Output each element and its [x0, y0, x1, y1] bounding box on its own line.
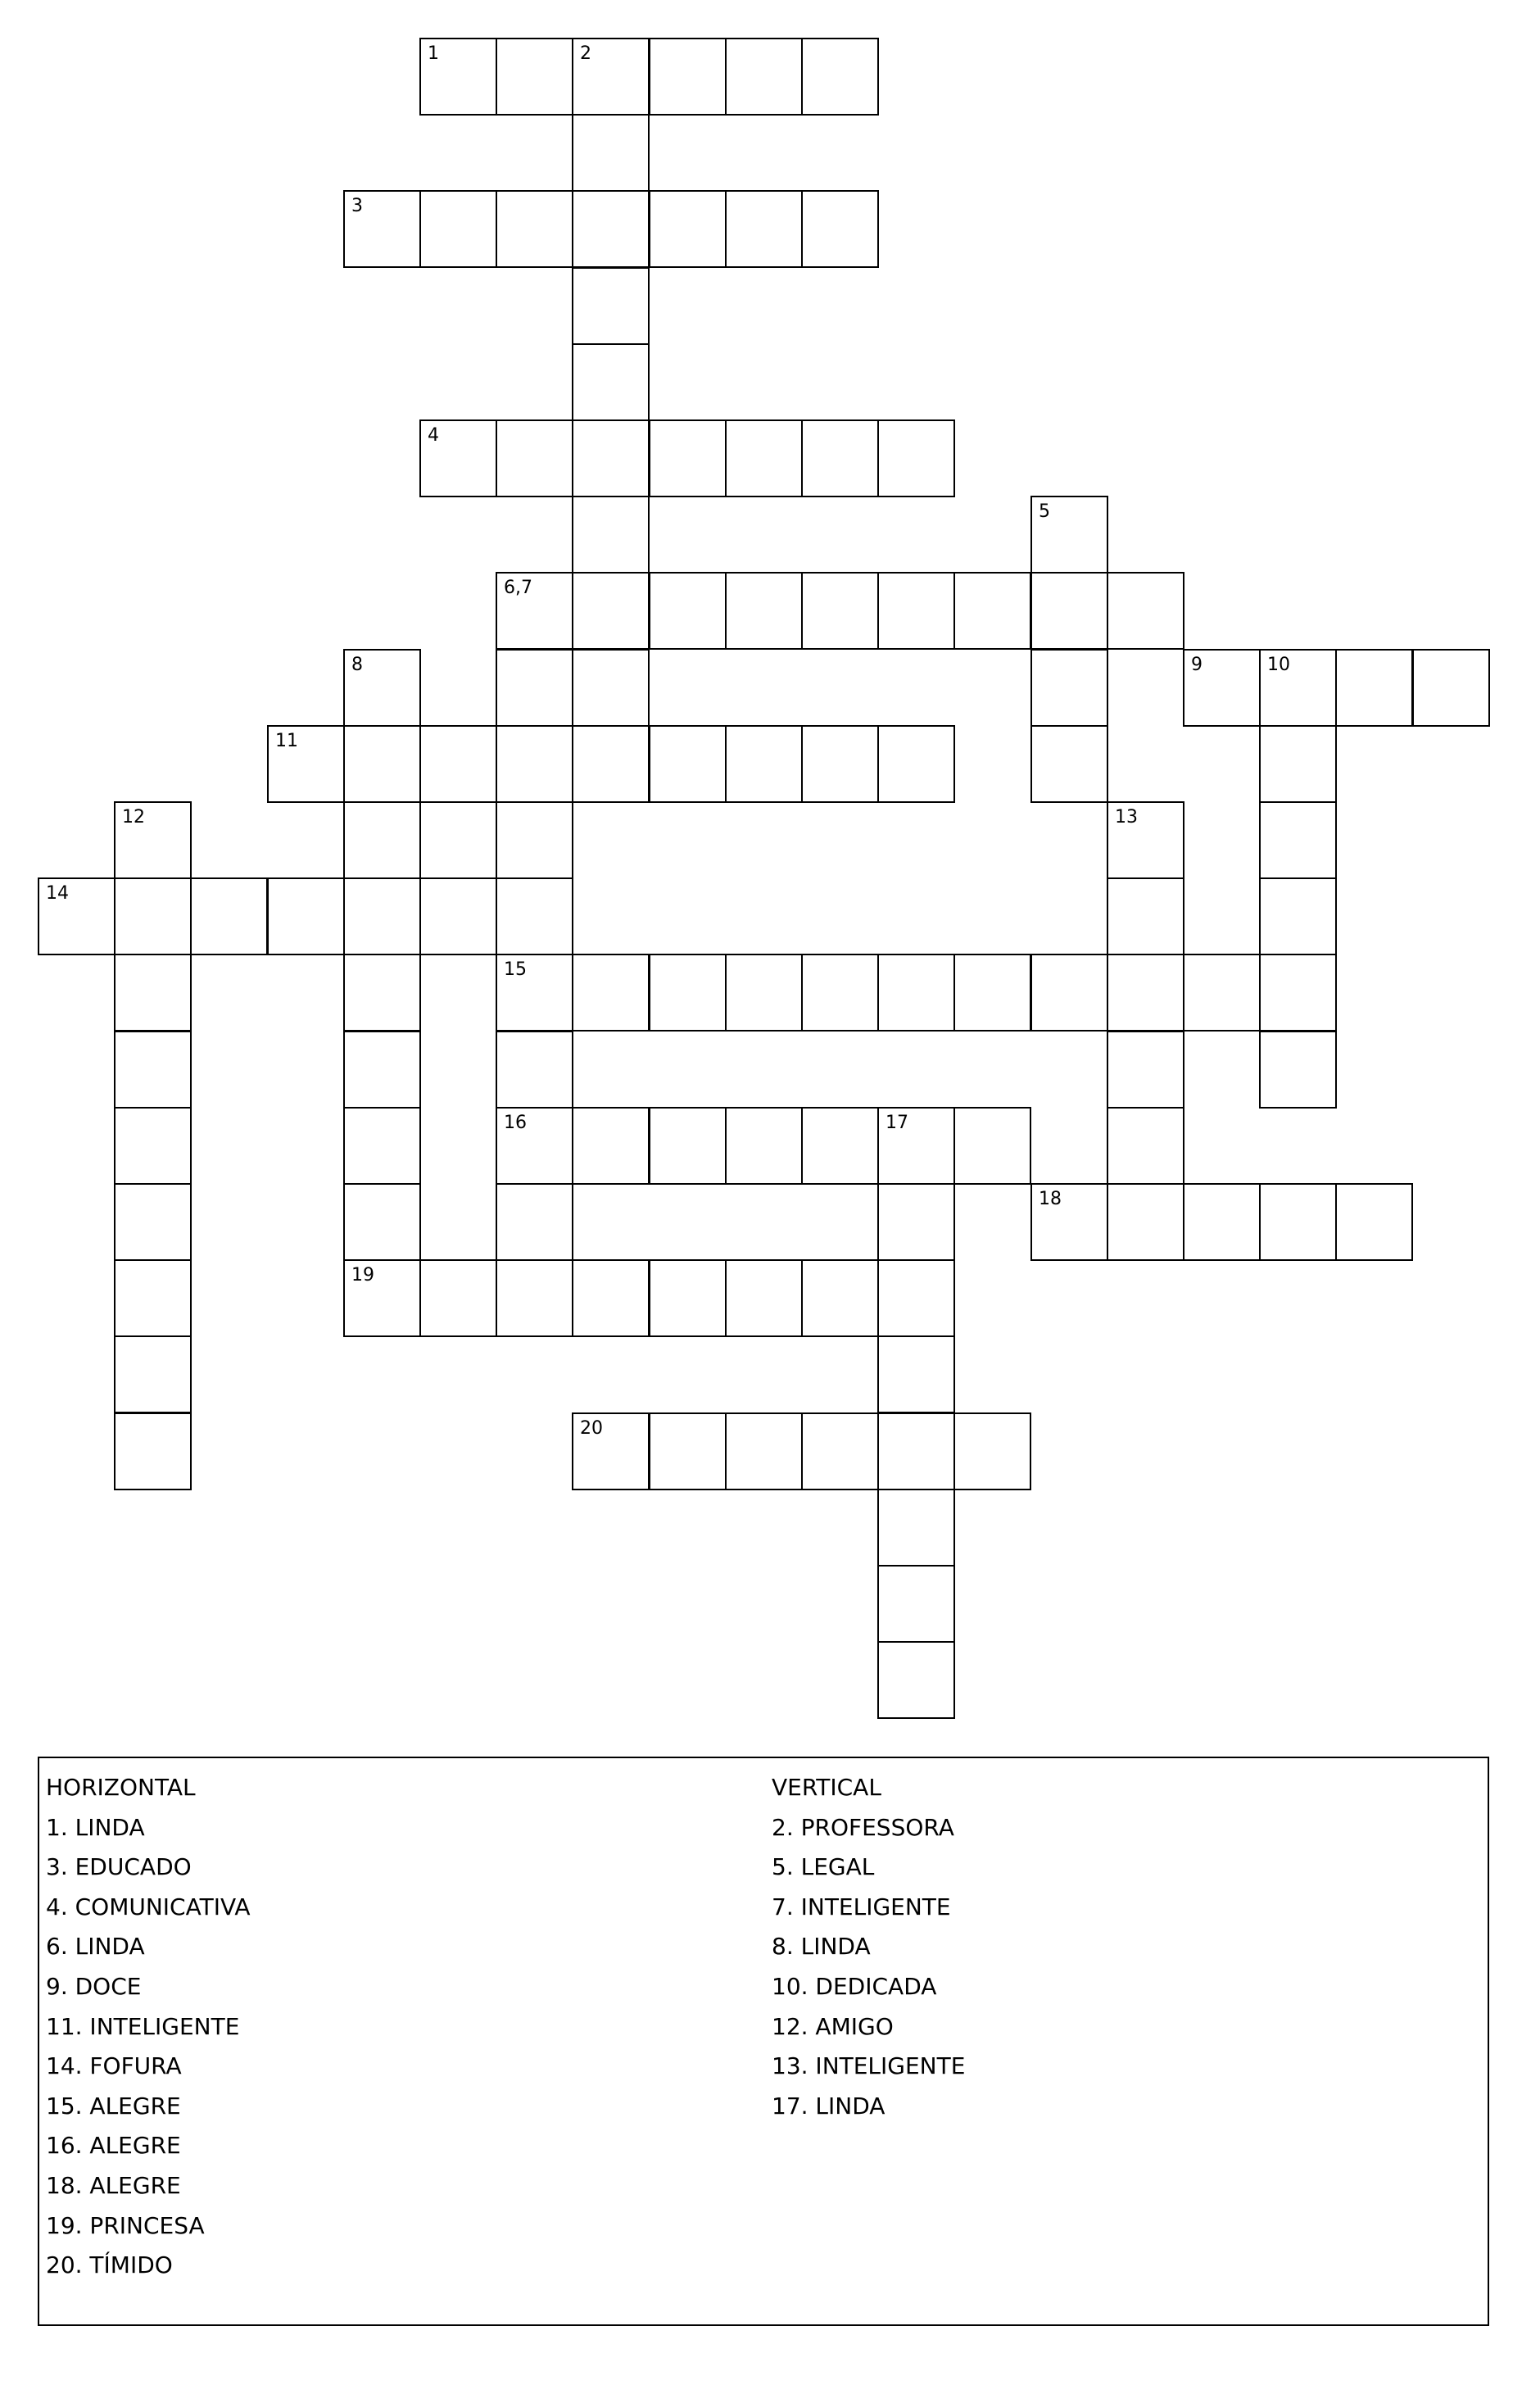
crossword-cell[interactable]: [496, 1107, 573, 1185]
crossword-cell[interactable]: [1030, 496, 1108, 574]
crossword-cell[interactable]: [419, 1259, 497, 1337]
crossword-cell[interactable]: [496, 419, 573, 497]
clue-v-8: 8. LINDA: [772, 1933, 871, 1961]
crossword-cell[interactable]: [801, 1107, 879, 1185]
crossword-cell[interactable]: [114, 801, 192, 879]
crossword-cell[interactable]: [114, 1031, 192, 1109]
crossword-cell[interactable]: [496, 1183, 573, 1261]
crossword-cell[interactable]: [343, 1183, 421, 1261]
crossword-cell[interactable]: [649, 38, 727, 116]
crossword-cell[interactable]: [1259, 801, 1337, 879]
crossword-cell[interactable]: [877, 572, 955, 650]
crossword-cell[interactable]: [1259, 725, 1337, 803]
clue-h-14: 14. FOFURA: [46, 2052, 182, 2080]
crossword-cell[interactable]: [496, 572, 573, 650]
crossword-cell[interactable]: [572, 1412, 650, 1490]
crossword-cell[interactable]: [572, 267, 650, 345]
crossword-cell[interactable]: [1030, 649, 1108, 727]
crossword-cell[interactable]: [114, 1412, 192, 1490]
crossword-cell[interactable]: [572, 954, 650, 1032]
clue-v-12: 12. AMIGO: [772, 2012, 894, 2040]
clue-v-2: 2. PROFESSORA: [772, 1813, 954, 1841]
crossword-cell[interactable]: [953, 1107, 1031, 1185]
crossword-cell[interactable]: [419, 877, 497, 955]
crossword-cell[interactable]: [496, 801, 573, 879]
clue-number: 8: [351, 655, 363, 675]
crossword-cell[interactable]: [877, 954, 955, 1032]
crossword-cell[interactable]: [38, 877, 116, 955]
crossword-cell[interactable]: [114, 877, 192, 955]
clue-number: 10: [1267, 655, 1290, 675]
crossword-cell[interactable]: [801, 954, 879, 1032]
crossword-cell[interactable]: [1107, 954, 1184, 1032]
crossword-cell[interactable]: [1030, 725, 1108, 803]
horizontal-title: HORIZONTAL: [46, 1774, 196, 1801]
clue-h-4: 4. COMUNICATIVA: [46, 1893, 251, 1920]
crossword-cell[interactable]: [572, 572, 650, 650]
clue-number: 9: [1191, 655, 1203, 675]
clue-h-18: 18. ALEGRE: [46, 2171, 181, 2199]
crossword-cell[interactable]: [725, 725, 803, 803]
crossword-cell[interactable]: [1183, 1183, 1261, 1261]
crossword-cell[interactable]: [953, 572, 1031, 650]
clue-number: 15: [504, 959, 527, 980]
crossword-cell[interactable]: [572, 725, 650, 803]
clue-h-16: 16. ALEGRE: [46, 2132, 181, 2160]
crossword-cell[interactable]: [419, 190, 497, 268]
clue-number: 5: [1039, 501, 1050, 522]
clue-number: 3: [351, 196, 363, 216]
crossword-cell[interactable]: [877, 1489, 955, 1567]
clue-number: 11: [275, 731, 298, 751]
clue-h-9: 9. DOCE: [46, 1972, 142, 2000]
crossword-cell[interactable]: [877, 1107, 955, 1185]
crossword-cell[interactable]: [953, 954, 1031, 1032]
crossword-cell[interactable]: [649, 1412, 727, 1490]
clue-h-6: 6. LINDA: [46, 1933, 145, 1961]
crossword-cell[interactable]: [572, 114, 650, 192]
crossword-cell[interactable]: [496, 190, 573, 268]
crossword-cell[interactable]: [267, 725, 345, 803]
crossword-cell[interactable]: [343, 1031, 421, 1109]
crossword-cell[interactable]: [877, 1259, 955, 1337]
crossword-cell[interactable]: [496, 1031, 573, 1109]
crossword-cell[interactable]: [1107, 801, 1184, 879]
crossword-cell[interactable]: [343, 954, 421, 1032]
crossword-cell[interactable]: [572, 1107, 650, 1185]
crossword-cell[interactable]: [725, 1107, 803, 1185]
crossword-cell[interactable]: [190, 877, 268, 955]
crossword-cell[interactable]: [114, 1259, 192, 1337]
crossword-cell[interactable]: [725, 954, 803, 1032]
crossword-cell[interactable]: [953, 1412, 1031, 1490]
crossword-cell[interactable]: [114, 1183, 192, 1261]
crossword-cell[interactable]: [343, 801, 421, 879]
crossword-cell[interactable]: [496, 725, 573, 803]
crossword-cell[interactable]: [572, 343, 650, 421]
crossword-cell[interactable]: [801, 38, 879, 116]
crossword-cell[interactable]: [496, 954, 573, 1032]
clue-v-13: 13. INTELIGENTE: [772, 2052, 966, 2080]
crossword-cell[interactable]: [725, 1259, 803, 1337]
horizontal-clues: [46, 1768, 250, 2286]
crossword-cell[interactable]: [572, 190, 650, 268]
clue-h-19: 19. PRINCESA: [46, 2211, 205, 2239]
crossword-cell[interactable]: [343, 190, 421, 268]
vertical-clues: [772, 1768, 965, 2126]
crossword-cell[interactable]: [1412, 649, 1490, 727]
crossword-cell[interactable]: [649, 725, 727, 803]
crossword-cell[interactable]: [801, 190, 879, 268]
crossword-cell[interactable]: [1259, 649, 1337, 727]
crossword-cell[interactable]: [1335, 1183, 1413, 1261]
crossword-cell[interactable]: [496, 877, 573, 955]
crossword-cell[interactable]: [343, 649, 421, 727]
clue-number: 4: [428, 425, 439, 446]
clue-v-7: 7. INTELIGENTE: [772, 1893, 951, 1920]
crossword-cell[interactable]: [1107, 1031, 1184, 1109]
crossword-cell[interactable]: [877, 725, 955, 803]
clue-number: 12: [122, 807, 145, 827]
vertical-title: VERTICAL: [772, 1774, 881, 1801]
crossword-cell[interactable]: [649, 954, 727, 1032]
crossword-cell[interactable]: [1259, 1183, 1337, 1261]
crossword-cell[interactable]: [343, 877, 421, 955]
crossword-cell[interactable]: [496, 649, 573, 727]
clue-number: 1: [428, 43, 439, 64]
clue-h-3: 3. EDUCADO: [46, 1853, 192, 1881]
crossword-cell[interactable]: [572, 38, 650, 116]
clue-h-11: 11. INTELIGENTE: [46, 2012, 240, 2040]
crossword-cell[interactable]: [1183, 954, 1261, 1032]
crossword-cell[interactable]: [877, 419, 955, 497]
crossword-cell[interactable]: [114, 954, 192, 1032]
clue-number: 18: [1039, 1189, 1062, 1209]
crossword-cell[interactable]: [1107, 1107, 1184, 1185]
crossword-cell[interactable]: [801, 1412, 879, 1490]
crossword-cell[interactable]: [1335, 649, 1413, 727]
crossword-cell[interactable]: [1107, 572, 1184, 650]
crossword-cell[interactable]: [877, 1641, 955, 1719]
crossword-cell[interactable]: [419, 725, 497, 803]
clue-number: 2: [580, 43, 591, 64]
crossword-cell[interactable]: [572, 1259, 650, 1337]
crossword-cell[interactable]: [649, 1259, 727, 1337]
crossword-cell[interactable]: [649, 572, 727, 650]
crossword-cell[interactable]: [1030, 1183, 1108, 1261]
crossword-cell[interactable]: [877, 1183, 955, 1261]
crossword-cell[interactable]: [1259, 877, 1337, 955]
crossword-cell[interactable]: [496, 38, 573, 116]
clue-v-10: 10. DEDICADA: [772, 1972, 937, 2000]
crossword-cell[interactable]: [649, 190, 727, 268]
crossword-cell[interactable]: [1183, 649, 1261, 727]
clue-number: 13: [1115, 807, 1138, 827]
crossword-cell[interactable]: [572, 419, 650, 497]
crossword-cell[interactable]: [267, 877, 345, 955]
crossword-cell[interactable]: [801, 419, 879, 497]
crossword-cell[interactable]: [649, 1107, 727, 1185]
crossword-cell[interactable]: [725, 1412, 803, 1490]
crossword-cell[interactable]: [801, 1259, 879, 1337]
clue-h-20: 20. TÍMIDO: [46, 2251, 173, 2279]
crossword-cell[interactable]: [114, 1107, 192, 1185]
crossword-cell[interactable]: [572, 496, 650, 574]
crossword-cell[interactable]: [343, 1259, 421, 1337]
clue-number: 6,7: [504, 578, 532, 598]
crossword-cell[interactable]: [343, 1107, 421, 1185]
crossword-cell[interactable]: [725, 38, 803, 116]
clue-h-1: 1. LINDA: [46, 1813, 145, 1841]
crossword-cell[interactable]: [114, 1335, 192, 1413]
clue-number: 17: [886, 1113, 908, 1133]
clue-number: 14: [46, 883, 69, 904]
crossword-cell[interactable]: [1259, 954, 1337, 1032]
crossword-cell[interactable]: [1030, 572, 1108, 650]
crossword-cell[interactable]: [572, 649, 650, 727]
clue-number: 19: [351, 1265, 374, 1285]
clue-number: 20: [580, 1418, 603, 1439]
clue-number: 16: [504, 1113, 527, 1133]
crossword-cell[interactable]: [649, 419, 727, 497]
crossword-cell[interactable]: [496, 1259, 573, 1337]
crossword-cell[interactable]: [801, 725, 879, 803]
clues-box: [38, 1757, 1489, 2326]
crossword-cell[interactable]: [801, 572, 879, 650]
crossword-cell[interactable]: [877, 1565, 955, 1643]
crossword-cell[interactable]: [1259, 1031, 1337, 1109]
crossword-cell[interactable]: [877, 1412, 955, 1490]
clue-v-17: 17. LINDA: [772, 2092, 886, 2120]
crossword-cell[interactable]: [725, 419, 803, 497]
crossword-cell[interactable]: [1107, 877, 1184, 955]
crossword-cell[interactable]: [419, 419, 497, 497]
crossword-cell[interactable]: [877, 1335, 955, 1413]
crossword-cell[interactable]: [343, 725, 421, 803]
crossword-cell[interactable]: [1107, 1183, 1184, 1261]
crossword-cell[interactable]: [725, 572, 803, 650]
crossword-cell[interactable]: [725, 190, 803, 268]
clue-h-15: 15. ALEGRE: [46, 2092, 181, 2120]
crossword-cell[interactable]: [419, 38, 497, 116]
clue-v-5: 5. LEGAL: [772, 1853, 875, 1881]
crossword-cell[interactable]: [1030, 954, 1108, 1032]
